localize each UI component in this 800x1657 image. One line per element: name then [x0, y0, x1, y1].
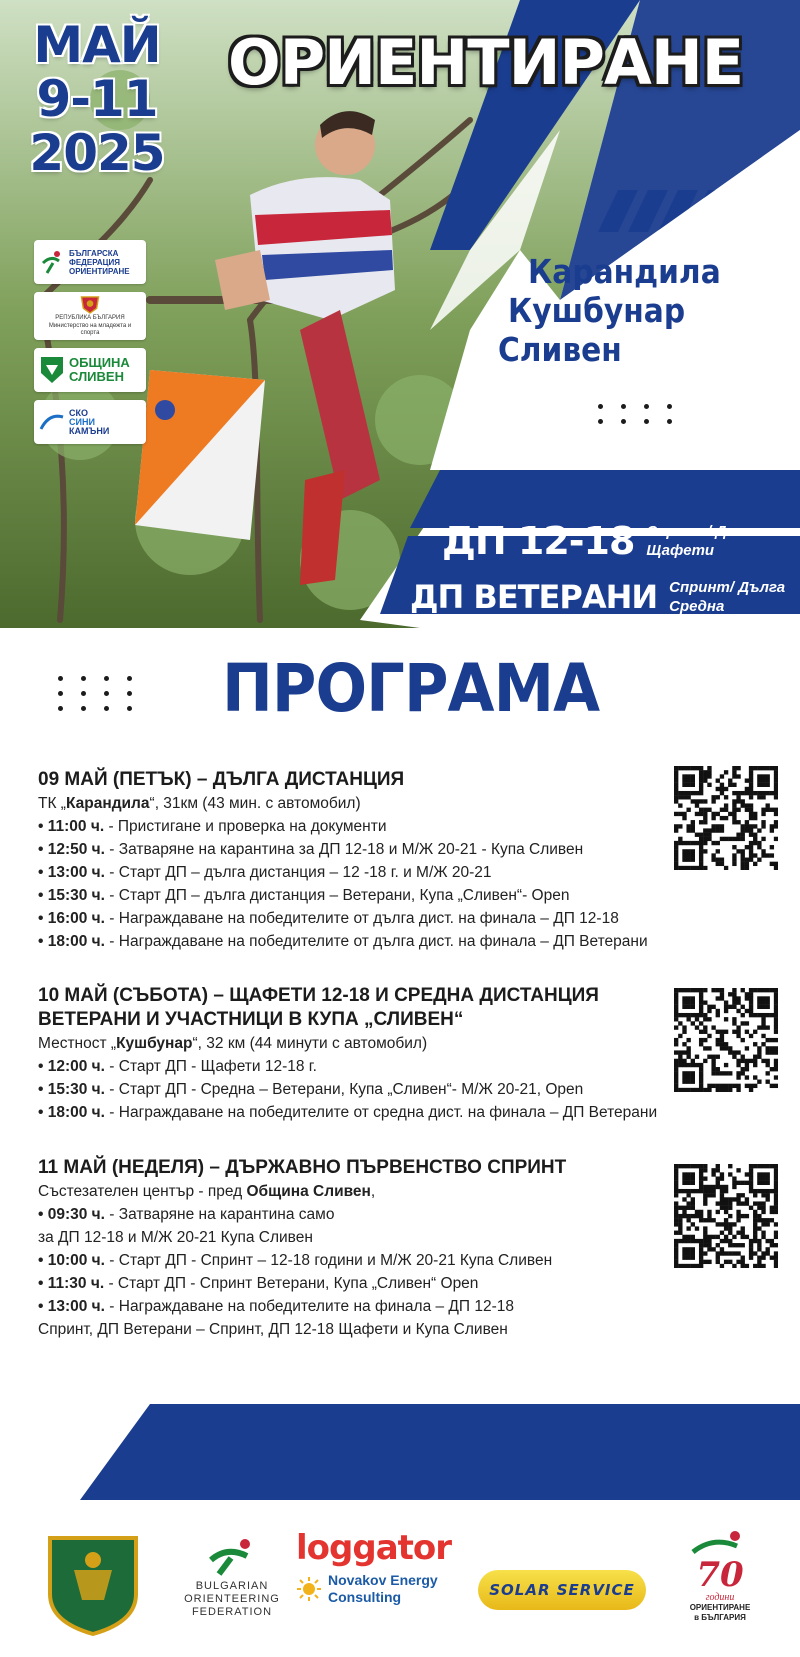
program-title: ПРОГРАМА	[222, 650, 600, 727]
ministry-logo-line2: Министерство на младежта и спорта	[48, 323, 132, 336]
schedule-item	[38, 1249, 738, 1272]
municipality-crest-icon	[39, 355, 65, 385]
municipality-logo	[34, 348, 146, 392]
poster-title: ОРИЕНТИРАНЕ	[228, 26, 744, 99]
schedule-time: • 11:30 ч.	[38, 1275, 105, 1292]
schedule-time: • 15:30 ч.	[38, 1081, 105, 1098]
day-1-venue-prefix: ТК „	[38, 795, 66, 812]
decorative-dots-program	[58, 676, 132, 711]
bfo-runner-icon	[205, 1538, 259, 1576]
club-logo	[34, 400, 146, 444]
schedule-text: - Старт ДП – дълга дистанция – Ветерани, Купа „Сливен“- Open	[105, 887, 570, 904]
bfo-logo-line3: ОРИЕНТИРАНЕ	[69, 266, 130, 276]
venue-karandila: Карандила	[528, 252, 721, 291]
day-2-venue-prefix: Местност „	[38, 1035, 117, 1052]
day-2-heading-line2: ВЕТЕРАНИ И УЧАСТНИЦИ В КУПА „СЛИВЕН“	[38, 1009, 464, 1030]
schedule-text: - Затваряне на карантина за ДП 12-18 и М/Ж 20-21 - Купа Сливен	[105, 841, 584, 858]
schedule-time: • 15:30 ч.	[38, 887, 105, 904]
schedule-item	[38, 1203, 738, 1226]
schedule-time: • 13:00 ч.	[38, 1298, 105, 1315]
bfo-logo	[34, 240, 146, 284]
partner-logos	[34, 240, 146, 452]
bfo-line-2: ORIENTEERING	[184, 1593, 280, 1605]
qr-code-day-3[interactable]	[674, 1164, 778, 1268]
date-days: 9-11	[36, 70, 158, 128]
schedule-text: - Награждаване на победителите на финала – ДП 12-18	[105, 1298, 515, 1315]
schedule-text: - Пристигане и проверка на документи	[104, 818, 387, 835]
venue-list	[498, 252, 742, 369]
dp-veterans-row	[410, 576, 785, 618]
sponsor-crest	[44, 1530, 142, 1643]
schedule-text: - Старт ДП - Щафети 12-18 г.	[105, 1058, 317, 1075]
venue-sliven: Сливен	[498, 330, 622, 369]
anniversary-runner-icon	[685, 1530, 755, 1558]
bfo-line-1: BULGARIAN	[195, 1580, 269, 1592]
bfo-logo-line2: ФЕДЕРАЦИЯ	[69, 257, 120, 267]
schedule-item	[38, 907, 738, 930]
novakov-line-1: Novakov Energy	[328, 1572, 438, 1588]
dp-youth-disciplines	[646, 522, 762, 560]
dp-youth-row	[442, 520, 762, 562]
schedule-time: • 12:50 ч.	[38, 841, 105, 858]
dp-youth-discipline-2: Щафети	[646, 542, 715, 559]
sponsor-loggator	[296, 1530, 466, 1606]
dp-youth-discipline-1: Спринт/ Дълга	[646, 523, 763, 540]
day-3-venue-prefix: Състезателен център - пред	[38, 1183, 247, 1200]
day-3-venue-name: Община Сливен	[246, 1183, 371, 1200]
day-2-venue-name: Кушбунар	[116, 1035, 193, 1052]
ministry-logo-line1: РЕПУБЛИКА БЪЛГАРИЯ	[55, 315, 125, 321]
sponsor-anniversary	[672, 1530, 768, 1623]
schedule-text: за ДП 12-18 и М/Ж 20-21 Купа Сливен	[38, 1229, 313, 1246]
club-logo-line2: СИНИ	[69, 416, 95, 427]
hero-banner	[0, 0, 800, 628]
date-year: 2025	[29, 124, 165, 182]
schedule-item	[38, 930, 738, 953]
event-date	[22, 18, 172, 180]
schedule-text: - Награждаване на победителите от средна дист. на финала – ДП Ветерани	[105, 1104, 658, 1121]
bfo-line-3: FEDERATION	[191, 1606, 273, 1618]
sun-icon	[296, 1576, 322, 1602]
schedule-time: • 18:00 ч.	[38, 1104, 105, 1121]
day-1-venue-suffix: “, 31км (43 мин. с автомобил)	[149, 795, 361, 812]
schedule-time: • 09:30 ч.	[38, 1206, 105, 1223]
schedule-text: - Затваряне на карантина само	[105, 1206, 335, 1223]
day-2-venue-suffix: “, 32 км (44 минути с автомобил)	[192, 1035, 428, 1052]
qr-code-day-1[interactable]	[674, 766, 778, 870]
bfo-runner-icon	[39, 249, 65, 275]
qr-code-icon	[674, 988, 778, 1092]
day-1-venue	[38, 792, 738, 815]
schedule-time: • 18:00 ч.	[38, 933, 105, 950]
day-3-venue-suffix: ,	[370, 1183, 376, 1200]
dp-veterans-label: ДП ВЕТЕРАНИ	[410, 578, 658, 616]
date-month: МАЙ	[33, 16, 161, 74]
coat-of-arms-icon	[79, 295, 101, 314]
dp-veterans-discipline-1: Спринт/ Дълга	[669, 579, 786, 596]
schedule-text: Спринт, ДП Ветерани – Спринт, ДП 12-18 Щафети и Купа Сливен	[38, 1321, 508, 1338]
dp-veterans-discipline-2: Средна	[669, 598, 725, 615]
club-logo-line1: СКО	[69, 407, 88, 418]
venue-kushbunar: Кушбунар	[508, 291, 686, 330]
schedule-text: - Старт ДП - Средна – Ветерани, Купа „Сливен“- М/Ж 20-21, Open	[105, 1081, 584, 1098]
day-3-venue	[38, 1180, 738, 1203]
schedule-text: - Награждаване на победителите от дълга дист. на финала – ДП Ветерани	[105, 933, 648, 950]
day-2-heading-line1: 10 МАЙ (СЪБОТА) – ЩАФЕТИ 12-18 И СРЕДНА ДИСТАНЦИЯ	[38, 985, 599, 1006]
anniversary-number: 70	[696, 1555, 744, 1595]
schedule-item	[38, 884, 738, 907]
dp-youth-label: ДП 12-18	[442, 519, 635, 563]
schedule-text: - Старт ДП - Спринт Ветерани, Купа „Сливен“ Open	[104, 1275, 479, 1292]
club-swoosh-icon	[39, 411, 65, 433]
schedule-item-continued	[38, 1318, 738, 1341]
club-logo-line3: КАМЪНИ	[69, 425, 110, 436]
schedule-item	[38, 1272, 738, 1295]
anniversary-sub: години	[705, 1592, 735, 1603]
anniversary-caption-2: в БЪЛГАРИЯ	[694, 1613, 746, 1622]
schedule-item	[38, 1101, 738, 1124]
schedule-time: • 11:00 ч.	[38, 818, 105, 835]
ministry-logo	[34, 292, 146, 340]
schedule-item	[38, 861, 738, 884]
municipality-logo-line1: ОБЩИНА	[69, 355, 130, 370]
schedule-text: - Награждаване на победителите от дълга дист. на финала – ДП 12-18	[105, 910, 619, 927]
decorative-dots-top	[598, 404, 672, 424]
qr-code-icon	[674, 1164, 778, 1268]
day-3-heading: 11 МАЙ (НЕДЕЛЯ) – ДЪРЖАВНО ПЪРВЕНСТВО СПРИНТ	[38, 1157, 567, 1178]
anniversary-caption-1: ОРИЕНТИРАНЕ	[689, 1603, 751, 1612]
schedule-item	[38, 1055, 738, 1078]
schedule-text: - Старт ДП – дълга дистанция – 12 -18 г. и М/Ж 20-21	[105, 864, 492, 881]
schedule-item	[38, 815, 738, 838]
municipality-logo-line2: СЛИВЕН	[69, 369, 124, 384]
day-2-venue	[38, 1032, 738, 1055]
schedule-item	[38, 1078, 738, 1101]
schedule-time: • 10:00 ч.	[38, 1252, 105, 1269]
control-flag	[135, 370, 265, 540]
bfo-logo-line1: БЪЛГАРСКА	[69, 248, 119, 258]
schedule-item-continued	[38, 1226, 738, 1249]
sponsor-solar-service	[478, 1570, 646, 1610]
schedule-text: - Старт ДП - Спринт – 12-18 години и М/Ж 20-21 Купа Сливен	[105, 1252, 553, 1269]
program-day-3	[38, 1156, 738, 1341]
schedule-time: • 12:00 ч.	[38, 1058, 105, 1075]
loggator-logo: loggator	[296, 1528, 452, 1568]
day-1-heading: 09 МАЙ (ПЕТЪК) – ДЪЛГА ДИСТАНЦИЯ	[38, 769, 405, 790]
solar-service-logo: SOLAR SERVICE	[489, 1581, 635, 1599]
schedule-time: • 16:00 ч.	[38, 910, 105, 927]
schedule-time: • 13:00 ч.	[38, 864, 105, 881]
footer-stripe	[0, 1404, 800, 1500]
day-1-venue-name: Карандила	[65, 795, 150, 812]
qr-code-icon	[674, 766, 778, 870]
program-day-2	[38, 984, 738, 1124]
program-day-1	[38, 768, 738, 953]
schedule-item	[38, 838, 738, 861]
shield-crest-icon	[44, 1530, 142, 1638]
dp-veterans-disciplines	[669, 578, 785, 616]
qr-code-day-2[interactable]	[674, 988, 778, 1092]
novakov-line-2: Consulting	[328, 1589, 402, 1605]
schedule-item	[38, 1295, 738, 1318]
sponsor-bfo	[172, 1538, 292, 1619]
